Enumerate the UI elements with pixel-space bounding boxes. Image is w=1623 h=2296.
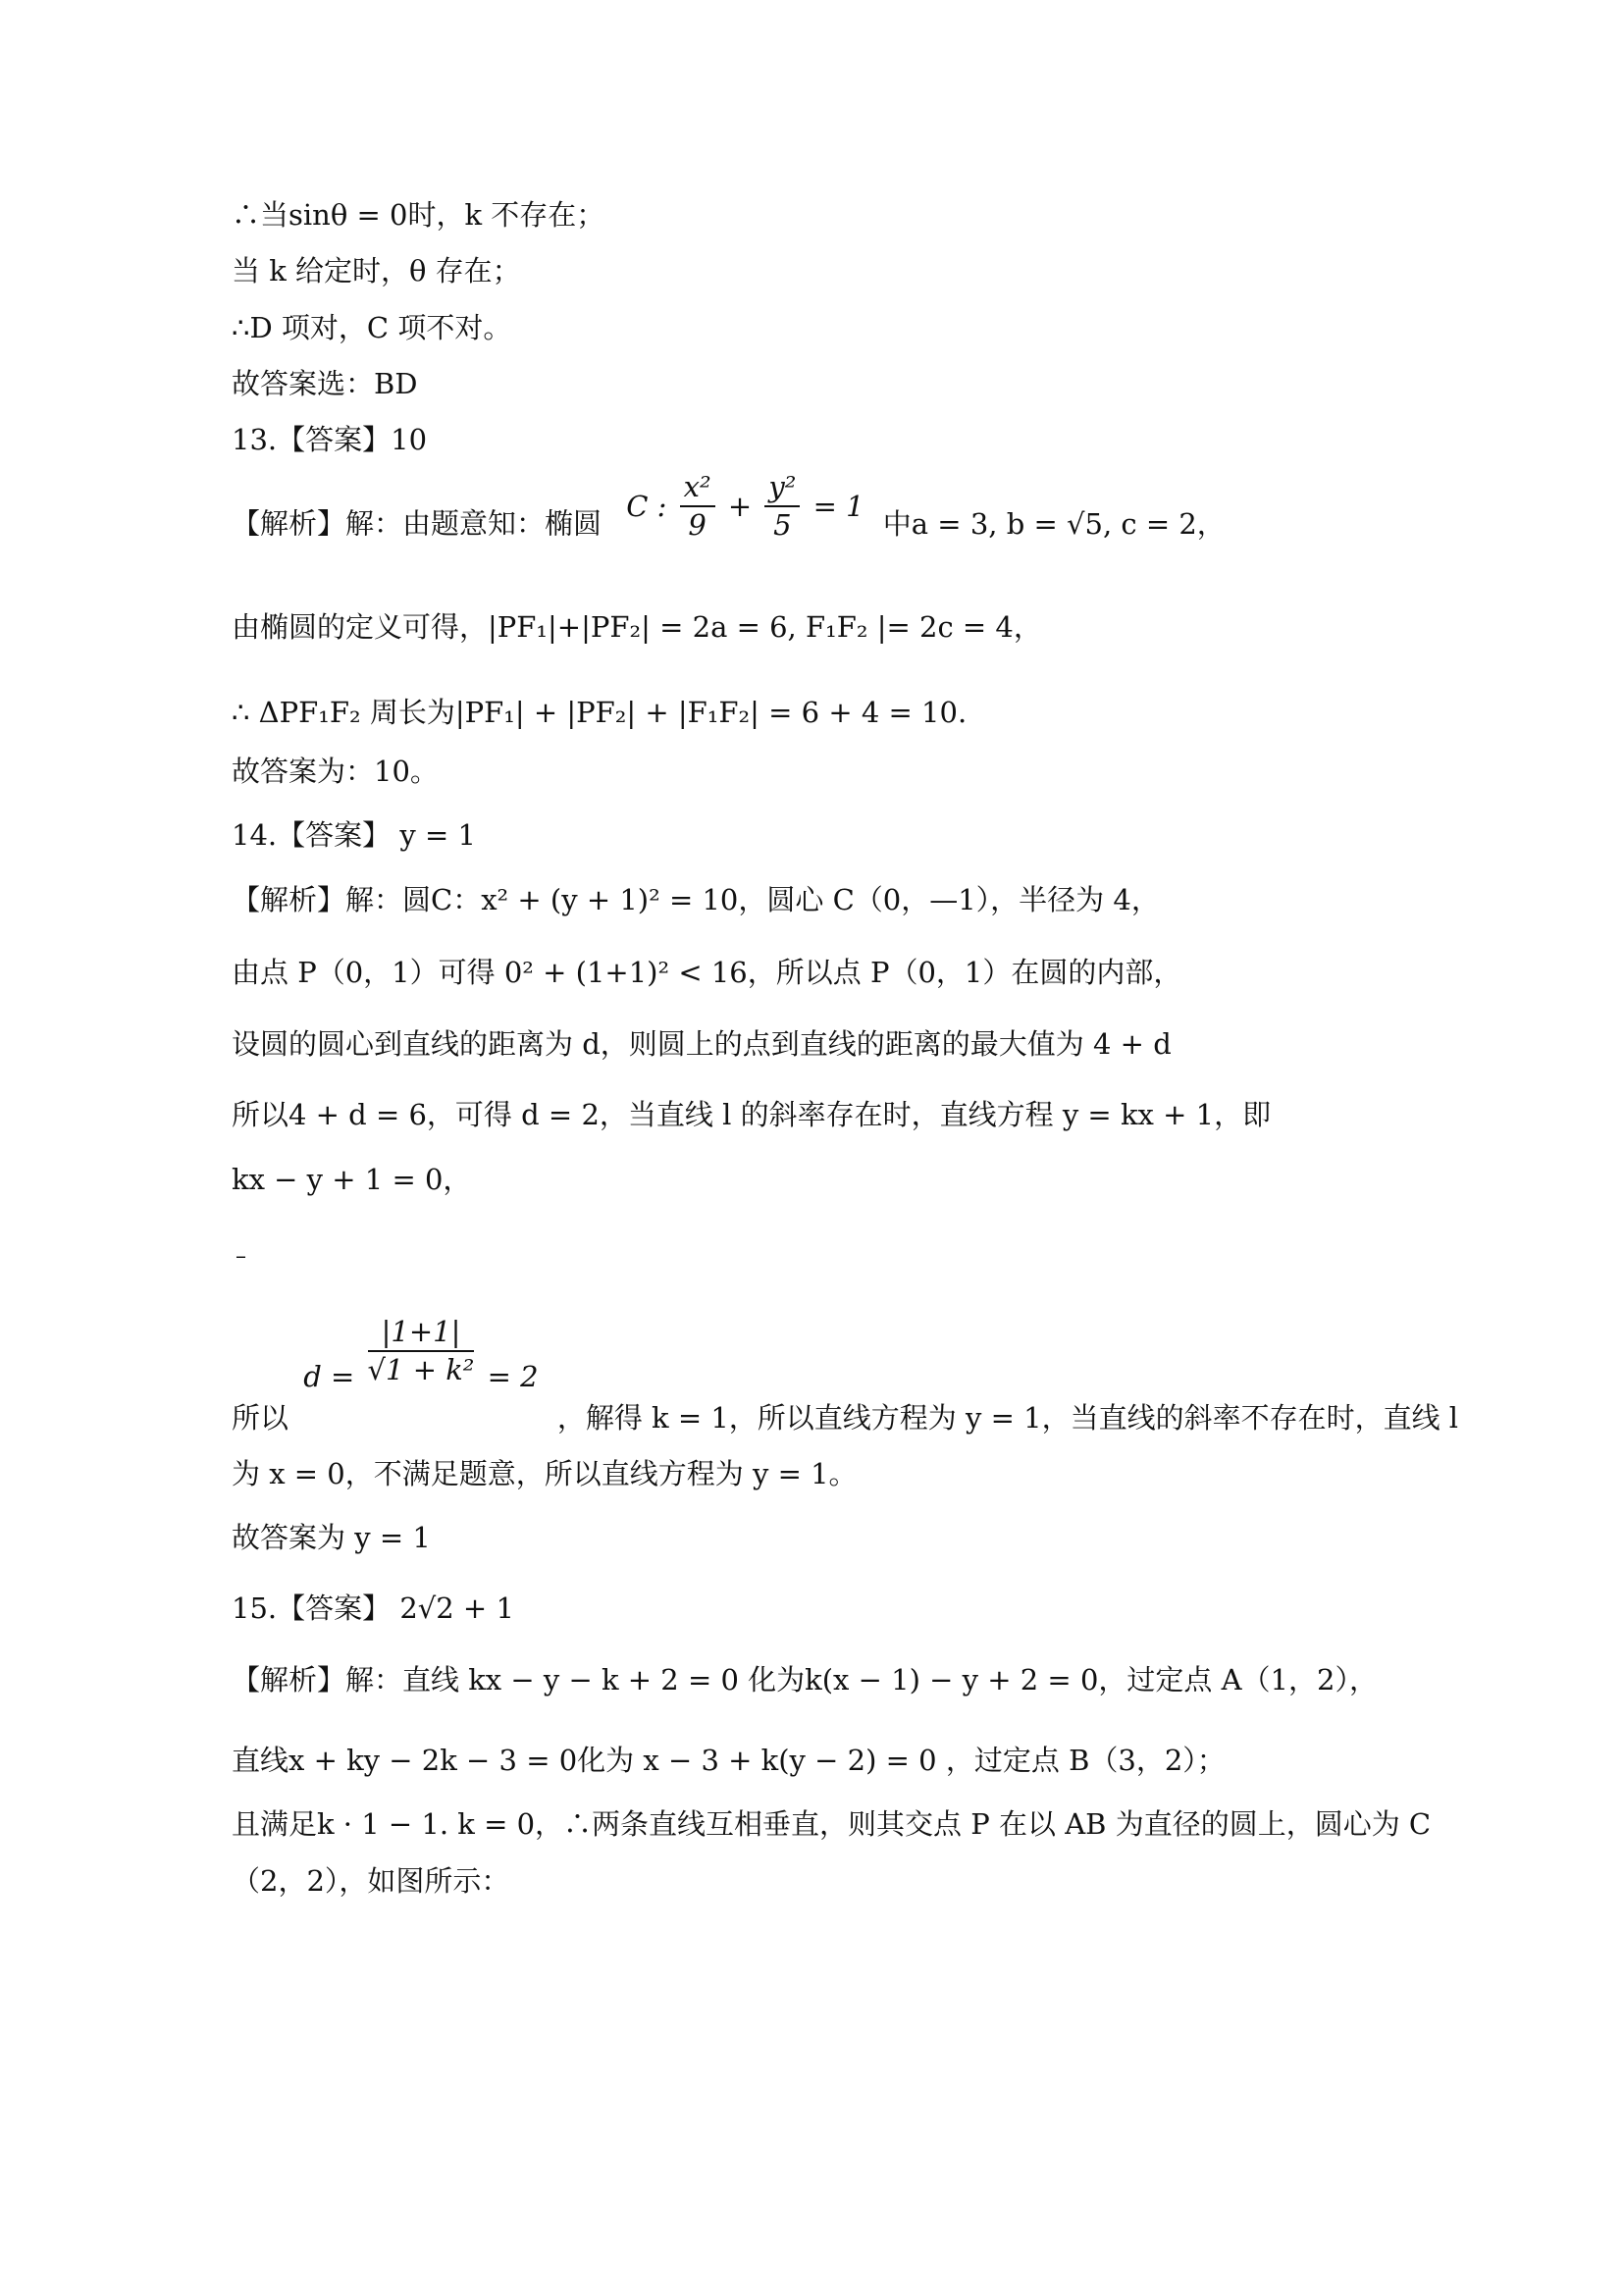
text-line: kx − y + 1 = 0， (232, 1163, 472, 1196)
fraction-denominator: √1 + k² (367, 1353, 475, 1386)
text-line: 【解析】解：圆C：x² + (y + 1)² = 10，圆心 C（0，—1），半径为 4， (232, 883, 1160, 916)
text-line: 故答案为 y = 1 (232, 1521, 431, 1554)
fraction-denominator: 9 (688, 508, 707, 542)
stray-dash: – (236, 1244, 246, 1269)
fraction-numerator: |1+1| (368, 1318, 475, 1352)
text-line: 由点 P（0，1）可得 0² + (1+1)² < 16，所以点 P（0，1）在圆的内部， (232, 956, 1182, 989)
text-line: （2，2），如图所示： (232, 1864, 510, 1898)
text-line: 故答案为：10。 (232, 755, 439, 788)
text-line: 直线x + ky − 2k − 3 = 0化为 x − 3 + k(y − 2) = 0 ，过定点 B（3，2）； (232, 1744, 1226, 1777)
so-label: 所以 (232, 1401, 289, 1435)
text-line: 【解析】解：直线 kx − y − k + 2 = 0 化为k(x − 1) − y + 2 = 0，过定点 A（1，2）， (232, 1663, 1378, 1696)
plus-sign: + (727, 489, 753, 523)
fraction-denominator: 5 (773, 508, 792, 542)
question-13-analysis-ellipse (232, 470, 1226, 569)
equals-two: = 2 (487, 1360, 539, 1393)
text-line: 由椭圆的定义可得，|PF₁|+|PF₂| = 2a = 6, F₁F₂ |= 2c = 4， (232, 610, 1042, 644)
text-line: 且满足k · 1 − 1. k = 0，∴两条直线互相垂直，则其交点 P 在以 AB 为直径的圆上，圆心为 C (232, 1807, 1432, 1841)
fraction-y2-over-5 (764, 470, 800, 542)
question-13-answer: 13.【答案】10 (232, 423, 428, 456)
question-14-answer: 14.【答案】 y = 1 (232, 818, 476, 852)
fraction-numerator: x² (680, 473, 715, 507)
question-15-answer: 15.【答案】 2√2 + 1 (232, 1592, 514, 1625)
ellipse-params: 中a = 3, b = √5, c = 2， (882, 506, 1226, 541)
question-14-distance-formula (232, 1310, 1459, 1435)
text-continuation: ，解得 k = 1，所以直线方程为 y = 1，当直线的斜率不存在时，直线 l (556, 1401, 1459, 1435)
text-line: 所以4 + d = 6，可得 d = 2，当直线 l 的斜率存在时，直线方程 y = kx + 1，即 (232, 1098, 1272, 1131)
analysis-label: 【解析】解：由题意知：椭圆 (232, 506, 602, 541)
ellipse-name: C : (626, 489, 667, 523)
text-line: 设圆的圆心到直线的距离为 d，则圆上的点到直线的距离的最大值为 4 + d (232, 1027, 1172, 1061)
text-line: 当 k 给定时，θ 存在； (232, 254, 521, 287)
text-line: ∴ ΔPF₁F₂ 周长为|PF₁| + |PF₂| + |F₁F₂| = 6 + 4 = 10. (232, 696, 968, 729)
text-line: ∴当sinθ = 0时，k 不存在； (232, 198, 605, 232)
equals-one: = 1 (812, 489, 864, 523)
text-line: 故答案选：BD (232, 367, 418, 400)
fraction-numerator: y² (764, 473, 800, 507)
distance-d: d = (303, 1360, 355, 1393)
fraction-x2-over-9 (680, 470, 715, 542)
text-line: ∴D 项对，C 项不对。 (232, 311, 512, 344)
text-line: 为 x = 0，不满足题意，所以直线方程为 y = 1。 (232, 1457, 858, 1490)
fraction-distance (367, 1315, 475, 1386)
